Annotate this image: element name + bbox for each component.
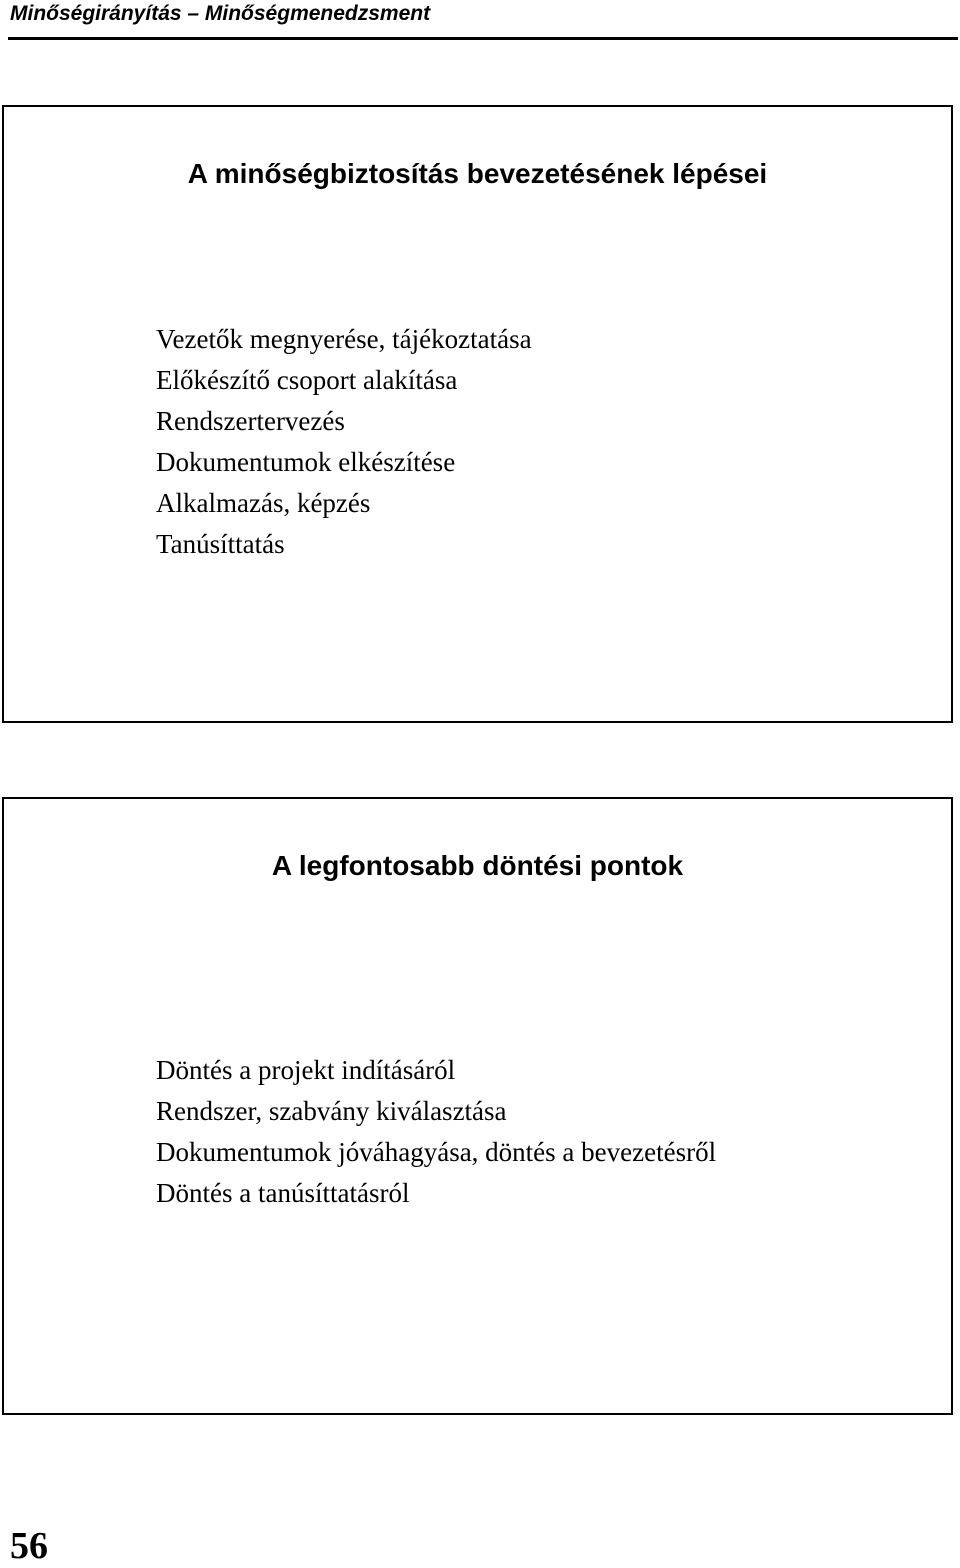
- slide-steps: [2, 105, 953, 723]
- list-item: Döntés a tanúsíttatásról: [156, 1178, 410, 1208]
- list-item: Dokumentumok elkészítése: [156, 447, 456, 477]
- list-item: Dokumentumok jóváhagyása, döntés a bevezetésről: [156, 1137, 717, 1167]
- steps-list: [156, 319, 532, 565]
- list-item: Tanúsíttatás: [156, 529, 285, 559]
- list-item: Alkalmazás, képzés: [156, 488, 371, 518]
- slide-title: A minőségbiztosítás bevezetésének lépései: [187, 158, 768, 189]
- list-item: Döntés a projekt indításáról: [156, 1055, 456, 1085]
- list-item: Vezetők megnyerése, tájékoztatása: [156, 324, 532, 354]
- header-divider: [8, 37, 958, 40]
- list-item: Előkészítő csoport alakítása: [156, 365, 458, 395]
- slide-title: A legfontosabb döntési pontok: [271, 850, 684, 881]
- list-item: Rendszertervezés: [156, 406, 345, 436]
- decision-points-list: [156, 1050, 716, 1214]
- running-header-title: Minőségirányítás – Minőségmenedzsment: [10, 2, 431, 25]
- slide-decision-points: [2, 797, 953, 1415]
- page-number: 56: [10, 1525, 48, 1567]
- list-item: Rendszer, szabvány kiválasztása: [156, 1096, 507, 1126]
